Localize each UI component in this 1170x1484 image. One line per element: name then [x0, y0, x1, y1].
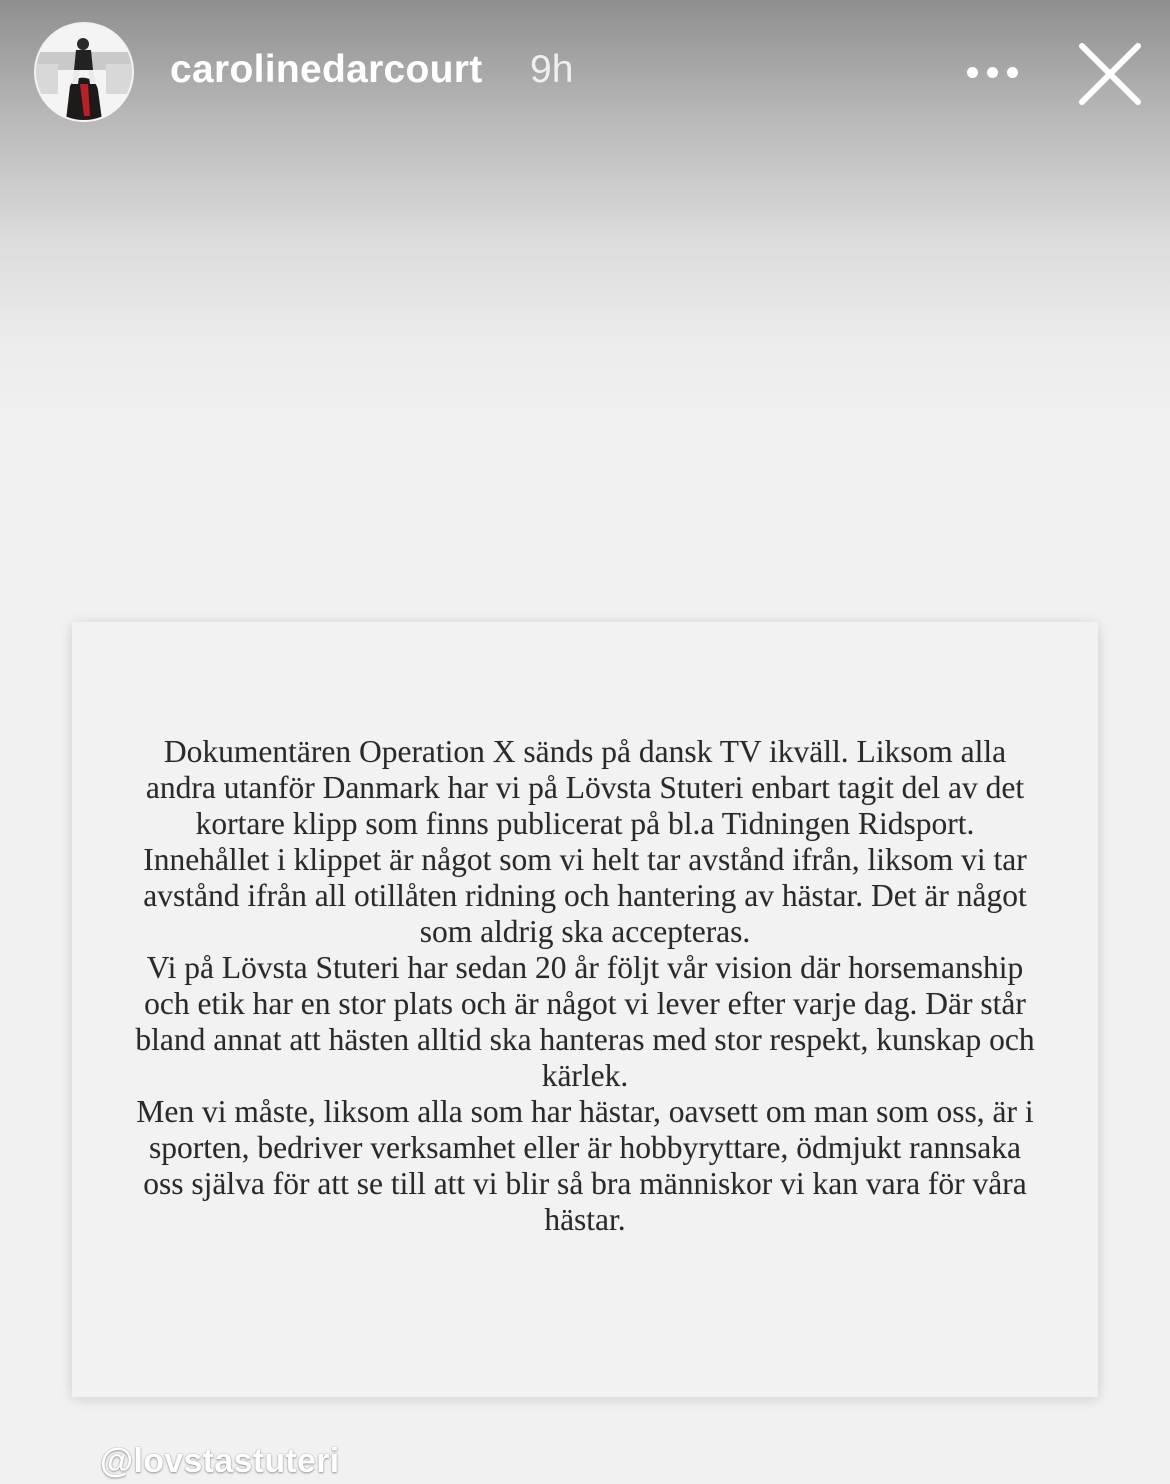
close-button[interactable]: [1072, 36, 1148, 112]
avatar[interactable]: [36, 24, 132, 120]
more-dots-icon: [1007, 67, 1018, 78]
more-options-button[interactable]: [955, 52, 1025, 92]
story-header: [0, 0, 1170, 150]
avatar-photo-icon: [36, 24, 132, 120]
more-dots-icon: [967, 67, 978, 78]
story-timestamp: 9h: [530, 48, 574, 91]
statement-text: [132, 734, 1038, 1238]
statement-paragraph: Vi på Lövsta Stuteri har sedan 20 år följt vår vision där horsemanship och etik har en stor plats och är något vi lever efter varje dag. Där står bland annat att hästen alltid ska hanteras med stor respekt, kunskap och kärlek.: [135, 950, 1035, 1093]
statement-paragraph: Men vi måste, liksom alla som har hästar, oavsett om man som oss, är i sporten, bedriver verksamhet eller är hobbyryttare, ödmjukt rannsaka oss själva för att se till att vi blir så bra människor vi kan vara för våra hästar.: [136, 1094, 1034, 1237]
more-dots-icon: [987, 67, 998, 78]
close-icon: [1072, 36, 1148, 112]
username[interactable]: carolinedarcourt: [170, 48, 483, 91]
statement-card: [72, 622, 1098, 1397]
mention-sticker[interactable]: @lovstastuteri: [100, 1442, 340, 1480]
statement-paragraph: Dokumentären Operation X sänds på dansk TV ikväll. Liksom alla andra utanför Danmark har vi på Lövsta Stuteri enbart tagit del av det kortare klipp som finns publicerat på bl.a Tidningen Ridsport. Innehållet i klippet är något som vi helt tar avstånd ifrån, liksom vi tar avstånd ifrån all otillåten ridning och hantering av hästar. Det är något som aldrig ska accepteras.: [143, 734, 1027, 949]
